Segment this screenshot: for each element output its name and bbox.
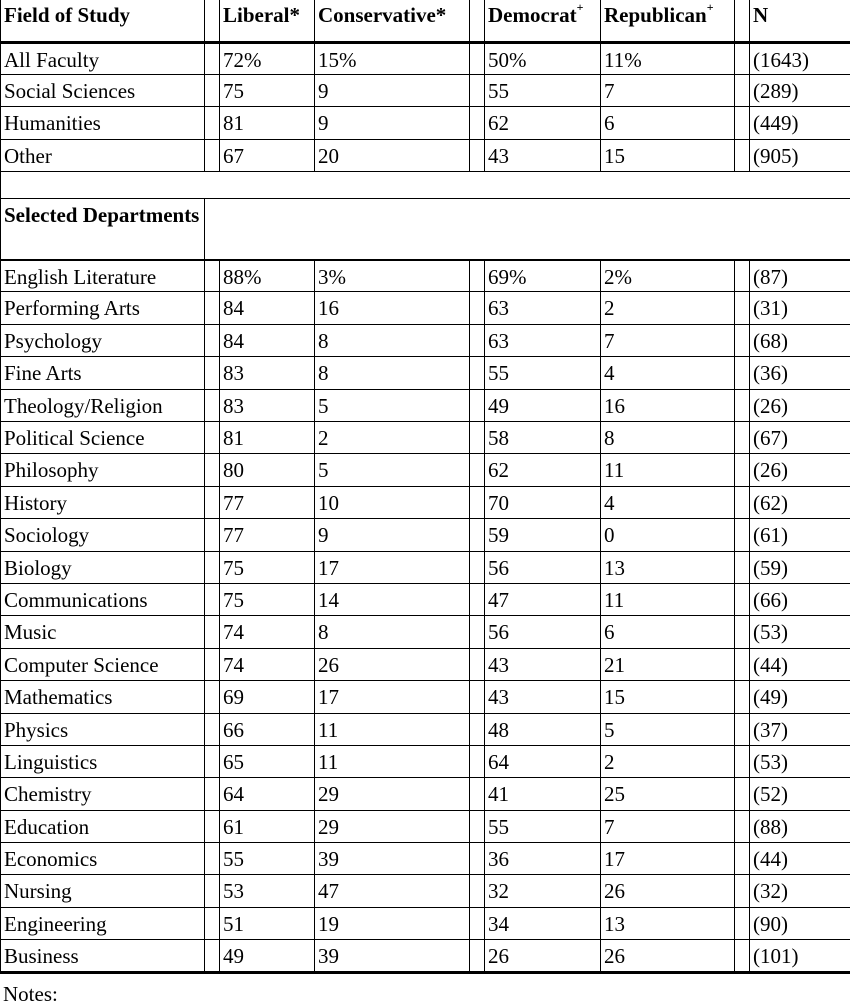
cell-republican: 21 <box>601 648 735 680</box>
cell-gap <box>470 422 485 454</box>
cell-conservative: 5 <box>315 389 470 421</box>
cell-democrat: 34 <box>485 907 601 939</box>
cell-liberal: 84 <box>220 292 315 324</box>
cell-gap <box>205 324 220 356</box>
cell-n: (61) <box>750 519 850 551</box>
cell-gap <box>470 745 485 777</box>
cell-republican: 13 <box>601 551 735 583</box>
cell-n: (905) <box>750 139 850 171</box>
cell-n: (66) <box>750 583 850 615</box>
cell-field: Political Science <box>1 422 205 454</box>
cell-democrat: 50% <box>485 42 601 74</box>
cell-democrat: 69% <box>485 260 601 292</box>
cell-n: (36) <box>750 357 850 389</box>
table-row <box>1 260 850 292</box>
cell-gap <box>735 810 750 842</box>
cell-n: (68) <box>750 324 850 356</box>
cell-gap <box>735 681 750 713</box>
cell-democrat: 63 <box>485 324 601 356</box>
cell-n: (53) <box>750 745 850 777</box>
cell-gap <box>735 486 750 518</box>
cell-republican: 0 <box>601 519 735 551</box>
cell-field: All Faculty <box>1 42 205 74</box>
cell-liberal: 81 <box>220 107 315 139</box>
cell-republican: 17 <box>601 843 735 875</box>
cell-gap <box>735 713 750 745</box>
cell-gap <box>205 107 220 139</box>
cell-n: (59) <box>750 551 850 583</box>
table-row <box>1 324 850 356</box>
cell-democrat: 64 <box>485 745 601 777</box>
cell-field: Mathematics <box>1 681 205 713</box>
cell-gap <box>470 324 485 356</box>
section-label: Selected Departments <box>1 199 205 259</box>
cell-n: (1643) <box>750 42 850 74</box>
cell-liberal: 64 <box>220 778 315 810</box>
cell-field: Biology <box>1 551 205 583</box>
cell-liberal: 84 <box>220 324 315 356</box>
cell-gap <box>470 843 485 875</box>
cell-gap <box>470 74 485 106</box>
cell-democrat: 36 <box>485 843 601 875</box>
table-row <box>1 422 850 454</box>
cell-field: Social Sciences <box>1 74 205 106</box>
cell-gap <box>470 616 485 648</box>
cell-field: Performing Arts <box>1 292 205 324</box>
table-row <box>1 551 850 583</box>
table-row <box>1 389 850 421</box>
cell-gap <box>470 551 485 583</box>
cell-republican: 11 <box>601 583 735 615</box>
table-row <box>1 648 850 680</box>
table-row <box>1 907 850 939</box>
cell-gap <box>205 745 220 777</box>
cell-liberal: 53 <box>220 875 315 907</box>
cell-conservative: 39 <box>315 940 470 972</box>
cell-liberal: 65 <box>220 745 315 777</box>
cell-gap <box>205 907 220 939</box>
cell-gap <box>470 42 485 74</box>
cell-liberal: 72% <box>220 42 315 74</box>
cell-gap <box>205 648 220 680</box>
cell-gap <box>735 583 750 615</box>
cell-conservative: 19 <box>315 907 470 939</box>
cell-n: (44) <box>750 843 850 875</box>
cell-gap <box>205 713 220 745</box>
cell-gap <box>205 519 220 551</box>
cell-gap <box>470 260 485 292</box>
cell-liberal: 74 <box>220 648 315 680</box>
cell-democrat: 62 <box>485 107 601 139</box>
cell-liberal: 69 <box>220 681 315 713</box>
header-democrat <box>485 0 601 42</box>
cell-field: Philosophy <box>1 454 205 486</box>
section-block <box>1 172 850 260</box>
cell-conservative: 26 <box>315 648 470 680</box>
cell-field: Economics <box>1 843 205 875</box>
cell-n: (90) <box>750 907 850 939</box>
cell-conservative: 29 <box>315 778 470 810</box>
cell-democrat: 63 <box>485 292 601 324</box>
table-row <box>1 357 850 389</box>
cell-gap <box>205 681 220 713</box>
cell-gap <box>735 139 750 171</box>
cell-liberal: 75 <box>220 551 315 583</box>
table-row <box>1 42 850 74</box>
cell-gap <box>205 940 220 972</box>
cell-republican: 5 <box>601 713 735 745</box>
table-row <box>1 875 850 907</box>
cell-gap <box>735 940 750 972</box>
cell-n: (31) <box>750 292 850 324</box>
cell-conservative: 8 <box>315 324 470 356</box>
cell-gap <box>205 778 220 810</box>
cell-liberal: 75 <box>220 74 315 106</box>
cell-liberal: 49 <box>220 940 315 972</box>
cell-republican: 6 <box>601 616 735 648</box>
cell-n: (289) <box>750 74 850 106</box>
section-row <box>1 199 850 259</box>
cell-gap <box>205 139 220 171</box>
cell-democrat: 26 <box>485 940 601 972</box>
cell-gap <box>205 42 220 74</box>
cell-gap <box>205 422 220 454</box>
cell-democrat: 55 <box>485 357 601 389</box>
cell-field: Chemistry <box>1 778 205 810</box>
cell-gap <box>735 260 750 292</box>
department-rows <box>1 260 850 973</box>
cell-field: Engineering <box>1 907 205 939</box>
spacer-row <box>1 172 850 199</box>
cell-gap <box>470 648 485 680</box>
cell-gap <box>470 357 485 389</box>
cell-democrat: 55 <box>485 74 601 106</box>
cell-gap <box>470 778 485 810</box>
cell-field: Other <box>1 139 205 171</box>
cell-republican: 26 <box>601 875 735 907</box>
cell-n: (37) <box>750 713 850 745</box>
cell-conservative: 2 <box>315 422 470 454</box>
cell-field: Fine Arts <box>1 357 205 389</box>
header-republican-superscript: + <box>706 0 714 14</box>
cell-gap <box>735 107 750 139</box>
cell-gap <box>470 139 485 171</box>
header-liberal: Liberal* <box>220 0 315 42</box>
header-republican-label: Republican <box>604 3 707 27</box>
cell-democrat: 32 <box>485 875 601 907</box>
table-row <box>1 778 850 810</box>
cell-republican: 4 <box>601 486 735 518</box>
cell-n: (449) <box>750 107 850 139</box>
cell-republican: 6 <box>601 107 735 139</box>
cell-gap <box>470 940 485 972</box>
cell-gap <box>205 843 220 875</box>
cell-democrat: 43 <box>485 648 601 680</box>
cell-n: (49) <box>750 681 850 713</box>
cell-gap <box>470 519 485 551</box>
cell-field: Education <box>1 810 205 842</box>
header-gap <box>470 0 485 42</box>
cell-field: Computer Science <box>1 648 205 680</box>
cell-gap <box>470 713 485 745</box>
cell-republican: 7 <box>601 324 735 356</box>
cell-gap <box>470 875 485 907</box>
cell-conservative: 9 <box>315 519 470 551</box>
cell-democrat: 59 <box>485 519 601 551</box>
cell-gap <box>205 551 220 583</box>
cell-democrat: 70 <box>485 486 601 518</box>
cell-republican: 8 <box>601 422 735 454</box>
table-row <box>1 681 850 713</box>
cell-conservative: 47 <box>315 875 470 907</box>
cell-n: (88) <box>750 810 850 842</box>
cell-n: (26) <box>750 454 850 486</box>
cell-gap <box>735 74 750 106</box>
cell-gap <box>205 875 220 907</box>
cell-gap <box>205 74 220 106</box>
cell-republican: 26 <box>601 940 735 972</box>
cell-gap <box>205 810 220 842</box>
cell-liberal: 75 <box>220 583 315 615</box>
cell-field: Theology/Religion <box>1 389 205 421</box>
cell-gap <box>205 616 220 648</box>
cell-conservative: 17 <box>315 681 470 713</box>
cell-liberal: 67 <box>220 139 315 171</box>
table-row <box>1 292 850 324</box>
cell-conservative: 39 <box>315 843 470 875</box>
cell-n: (101) <box>750 940 850 972</box>
cell-gap <box>470 292 485 324</box>
cell-conservative: 29 <box>315 810 470 842</box>
cell-liberal: 88% <box>220 260 315 292</box>
cell-conservative: 20 <box>315 139 470 171</box>
cell-democrat: 43 <box>485 681 601 713</box>
cell-field: Psychology <box>1 324 205 356</box>
cell-republican: 2% <box>601 260 735 292</box>
cell-n: (67) <box>750 422 850 454</box>
cell-liberal: 83 <box>220 389 315 421</box>
header-democrat-superscript: + <box>576 0 584 14</box>
cell-liberal: 83 <box>220 357 315 389</box>
overall-rows <box>1 42 850 172</box>
cell-democrat: 49 <box>485 389 601 421</box>
cell-gap <box>470 907 485 939</box>
table-row <box>1 745 850 777</box>
cell-n: (44) <box>750 648 850 680</box>
cell-liberal: 80 <box>220 454 315 486</box>
cell-gap <box>470 107 485 139</box>
cell-field: Business <box>1 940 205 972</box>
cell-liberal: 51 <box>220 907 315 939</box>
cell-democrat: 55 <box>485 810 601 842</box>
cell-democrat: 56 <box>485 616 601 648</box>
cell-gap <box>735 454 750 486</box>
cell-republican: 16 <box>601 389 735 421</box>
cell-gap <box>205 357 220 389</box>
cell-gap <box>735 422 750 454</box>
cell-gap <box>205 454 220 486</box>
cell-conservative: 17 <box>315 551 470 583</box>
cell-gap <box>735 745 750 777</box>
cell-gap <box>735 324 750 356</box>
cell-gap <box>205 389 220 421</box>
cell-liberal: 77 <box>220 486 315 518</box>
cell-gap <box>735 875 750 907</box>
table-row <box>1 519 850 551</box>
cell-gap <box>735 389 750 421</box>
table-row <box>1 583 850 615</box>
cell-democrat: 48 <box>485 713 601 745</box>
cell-field: Physics <box>1 713 205 745</box>
cell-gap <box>470 389 485 421</box>
cell-liberal: 81 <box>220 422 315 454</box>
cell-field: English Literature <box>1 260 205 292</box>
table-row <box>1 843 850 875</box>
header-gap <box>205 0 220 42</box>
cell-field: Music <box>1 616 205 648</box>
cell-democrat: 43 <box>485 139 601 171</box>
header-gap <box>735 0 750 42</box>
cell-conservative: 9 <box>315 107 470 139</box>
cell-n: (52) <box>750 778 850 810</box>
notes-label: Notes: <box>3 982 58 1006</box>
cell-field: Linguistics <box>1 745 205 777</box>
cell-conservative: 8 <box>315 357 470 389</box>
cell-gap <box>735 519 750 551</box>
cell-gap <box>470 810 485 842</box>
table-row <box>1 940 850 972</box>
cell-republican: 25 <box>601 778 735 810</box>
cell-gap <box>205 583 220 615</box>
cell-field: Humanities <box>1 107 205 139</box>
header-field: Field of Study <box>1 0 205 42</box>
cell-democrat: 58 <box>485 422 601 454</box>
cell-conservative: 11 <box>315 745 470 777</box>
cell-n: (87) <box>750 260 850 292</box>
cell-conservative: 14 <box>315 583 470 615</box>
cell-liberal: 77 <box>220 519 315 551</box>
cell-gap <box>735 292 750 324</box>
cell-gap <box>205 292 220 324</box>
cell-democrat: 41 <box>485 778 601 810</box>
cell-democrat: 56 <box>485 551 601 583</box>
cell-gap <box>735 648 750 680</box>
cell-gap <box>205 486 220 518</box>
cell-gap <box>735 551 750 583</box>
cell-gap <box>735 778 750 810</box>
cell-gap <box>470 454 485 486</box>
cell-conservative: 10 <box>315 486 470 518</box>
table-row <box>1 454 850 486</box>
table-row <box>1 616 850 648</box>
cell-n: (32) <box>750 875 850 907</box>
cell-democrat: 47 <box>485 583 601 615</box>
cell-gap <box>470 583 485 615</box>
header-n: N <box>750 0 850 42</box>
cell-gap <box>735 616 750 648</box>
cell-conservative: 3% <box>315 260 470 292</box>
cell-gap <box>205 260 220 292</box>
cell-field: Nursing <box>1 875 205 907</box>
cell-conservative: 11 <box>315 713 470 745</box>
cell-republican: 2 <box>601 745 735 777</box>
table-row <box>1 486 850 518</box>
cell-gap <box>470 486 485 518</box>
cell-republican: 7 <box>601 810 735 842</box>
cell-conservative: 8 <box>315 616 470 648</box>
cell-n: (62) <box>750 486 850 518</box>
table-row <box>1 139 850 171</box>
cell-gap <box>470 681 485 713</box>
header-democrat-label: Democrat <box>488 3 577 27</box>
cell-conservative: 15% <box>315 42 470 74</box>
cell-conservative: 9 <box>315 74 470 106</box>
cell-conservative: 16 <box>315 292 470 324</box>
table-row <box>1 810 850 842</box>
table-row <box>1 713 850 745</box>
cell-republican: 11 <box>601 454 735 486</box>
cell-field: Sociology <box>1 519 205 551</box>
cell-field: History <box>1 486 205 518</box>
cell-republican: 2 <box>601 292 735 324</box>
cell-n: (26) <box>750 389 850 421</box>
cell-gap <box>735 907 750 939</box>
cell-republican: 15 <box>601 681 735 713</box>
cell-liberal: 61 <box>220 810 315 842</box>
cell-democrat: 62 <box>485 454 601 486</box>
cell-liberal: 66 <box>220 713 315 745</box>
cell-gap <box>735 42 750 74</box>
cell-n: (53) <box>750 616 850 648</box>
cell-republican: 7 <box>601 74 735 106</box>
table-row <box>1 74 850 106</box>
table-row <box>1 107 850 139</box>
cell-republican: 4 <box>601 357 735 389</box>
cell-republican: 15 <box>601 139 735 171</box>
cell-gap <box>735 357 750 389</box>
cell-liberal: 55 <box>220 843 315 875</box>
header-row <box>1 0 850 42</box>
cell-liberal: 74 <box>220 616 315 648</box>
cell-conservative: 5 <box>315 454 470 486</box>
cell-gap <box>735 843 750 875</box>
header-republican <box>601 0 735 42</box>
cell-field: Communications <box>1 583 205 615</box>
cell-republican: 13 <box>601 907 735 939</box>
cell-republican: 11% <box>601 42 735 74</box>
header-conservative: Conservative* <box>315 0 470 42</box>
